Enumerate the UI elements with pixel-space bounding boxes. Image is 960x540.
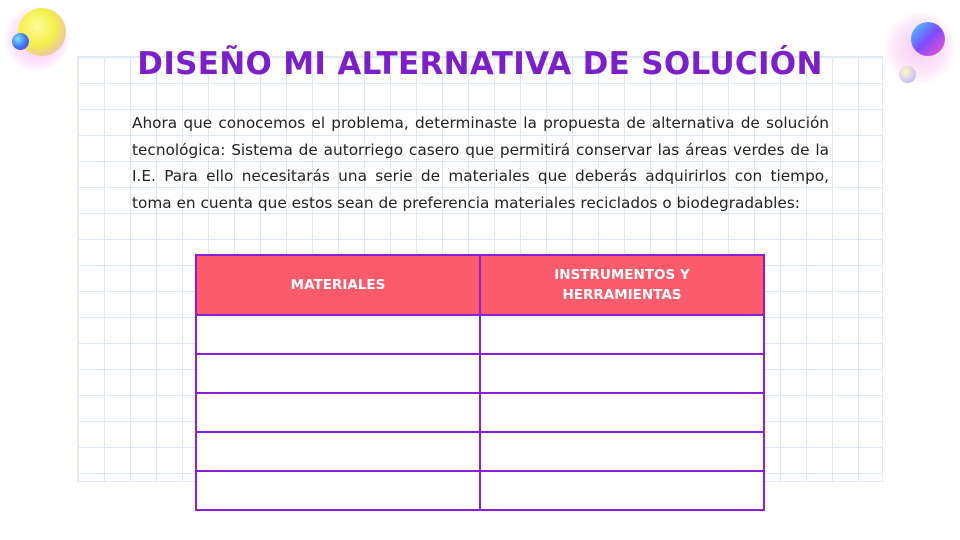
table-row: [196, 471, 764, 510]
cell-instrumentos[interactable]: [480, 393, 764, 432]
cell-materiales[interactable]: [196, 315, 480, 354]
cell-materiales[interactable]: [196, 354, 480, 393]
page-title: [131, 42, 828, 86]
table-row: [196, 315, 764, 354]
cell-materiales[interactable]: [196, 393, 480, 432]
table-row: [196, 354, 764, 393]
table-header-row: [196, 255, 764, 315]
cell-instrumentos[interactable]: [480, 354, 764, 393]
table-row: [196, 432, 764, 471]
materials-table: [195, 254, 765, 511]
intro-paragraph: Ahora que conocemos el problema, determinaste la propuesta de alternativa de solución tecnológica: Sistema de autorriego casero que permitirá conservar las áreas verdes de la I.E. Para ello necesitarás una serie de materiales que deberás adquirirlos con tiempo, toma en cuenta que estos sean de preferencia materiales reciclados o biodegradables:: [132, 114, 829, 212]
cell-instrumentos[interactable]: [480, 471, 764, 510]
page-title-text: DISEÑO MI ALTERNATIVA DE SOLUCIÓN: [137, 46, 823, 82]
cell-materiales[interactable]: [196, 432, 480, 471]
header-materiales: MATERIALES: [196, 255, 480, 315]
cell-materiales[interactable]: [196, 471, 480, 510]
cell-instrumentos[interactable]: [480, 315, 764, 354]
table-row: [196, 393, 764, 432]
cell-instrumentos[interactable]: [480, 432, 764, 471]
header-instrumentos-herramientas: INSTRUMENTOS Y HERRAMIENTAS: [480, 255, 764, 315]
title-container: [0, 42, 960, 86]
